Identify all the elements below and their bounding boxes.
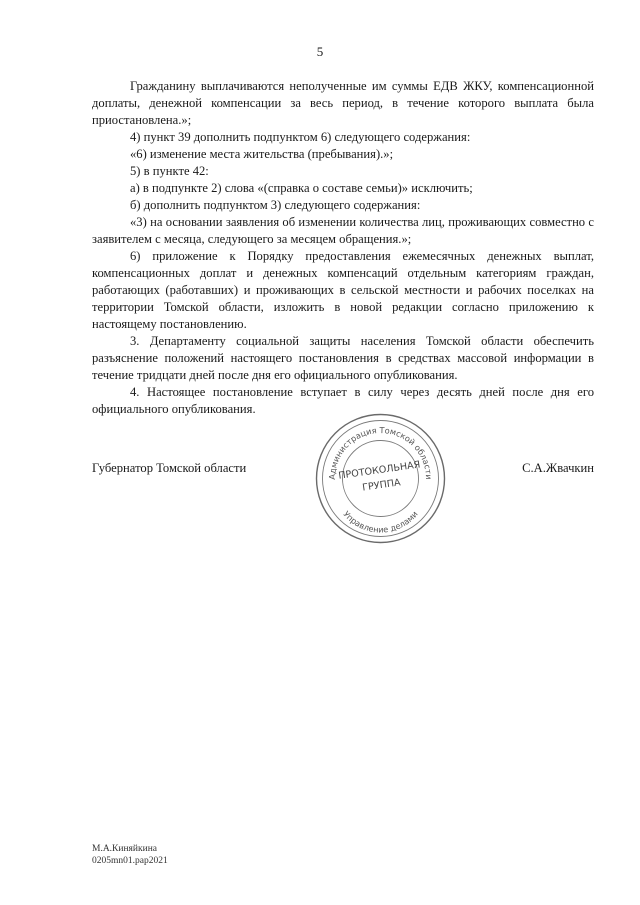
paragraph: 4) пункт 39 дополнить подпунктом 6) следующего содержания: xyxy=(130,130,471,144)
stamp-seal-icon xyxy=(313,411,448,546)
signatory-name: С.А.Жвачкин xyxy=(522,461,594,475)
paragraph: 3. Департаменту социальной защиты населения Томской области обеспечить разъяснение положений настоящего постановления в средствах массовой информации в течение тридцати дней после дня его официального опубликования. xyxy=(92,334,594,382)
paragraph: а) в подпункте 2) слова «(справка о составе семьи)» исключить; xyxy=(130,181,473,195)
stamp-bottom-text: Управление делами xyxy=(341,508,420,535)
paragraph: 4. Настоящее постановление вступает в силу через десять дней после дня его официального опубликования. xyxy=(92,385,594,416)
executor-info xyxy=(92,843,168,867)
paragraph: «3) на основании заявления об изменении количества лиц, проживающих совместно с заявителем с месяца, следующего за месяцем обращения.»; xyxy=(92,215,594,246)
paragraph: Гражданину выплачиваются неполученные им суммы ЕДВ ЖКУ, компенсационной доплаты, денежной компенсации за весь период, в течение которого выплата была приостановлена.»; xyxy=(92,79,594,127)
executor-name: М.А.Киняйкина xyxy=(92,844,158,854)
signatory-position: Губернатор Томской области xyxy=(92,461,247,475)
document-body xyxy=(92,78,594,418)
paragraph: 6) приложение к Порядку предоставления ежемесячных денежных выплат, компенсационных доплат и денежных компенсаций отдельным категориям граждан, работающих (работавших) и проживающих в сельской местности и рабочих поселках на территории Томской области, изложить в новой редакции согласно приложению к настоящему постановлению. xyxy=(92,249,594,331)
paragraph: б) дополнить подпунктом 3) следующего содержания: xyxy=(130,198,421,212)
stamp-center-line1: ПРОТОКОЛЬНАЯ xyxy=(337,459,422,482)
file-code: 0205mn01.pap2021 xyxy=(92,856,168,866)
official-stamp xyxy=(313,411,448,546)
paragraph: «6) изменение места жительства (пребывания).»; xyxy=(130,147,394,161)
stamp-top-text: Администрация Томской области xyxy=(326,424,435,480)
page-number: 5 xyxy=(316,44,324,59)
stamp-center-line2: ГРУППА xyxy=(361,477,402,494)
paragraph: 5) в пункте 42: xyxy=(130,164,209,178)
